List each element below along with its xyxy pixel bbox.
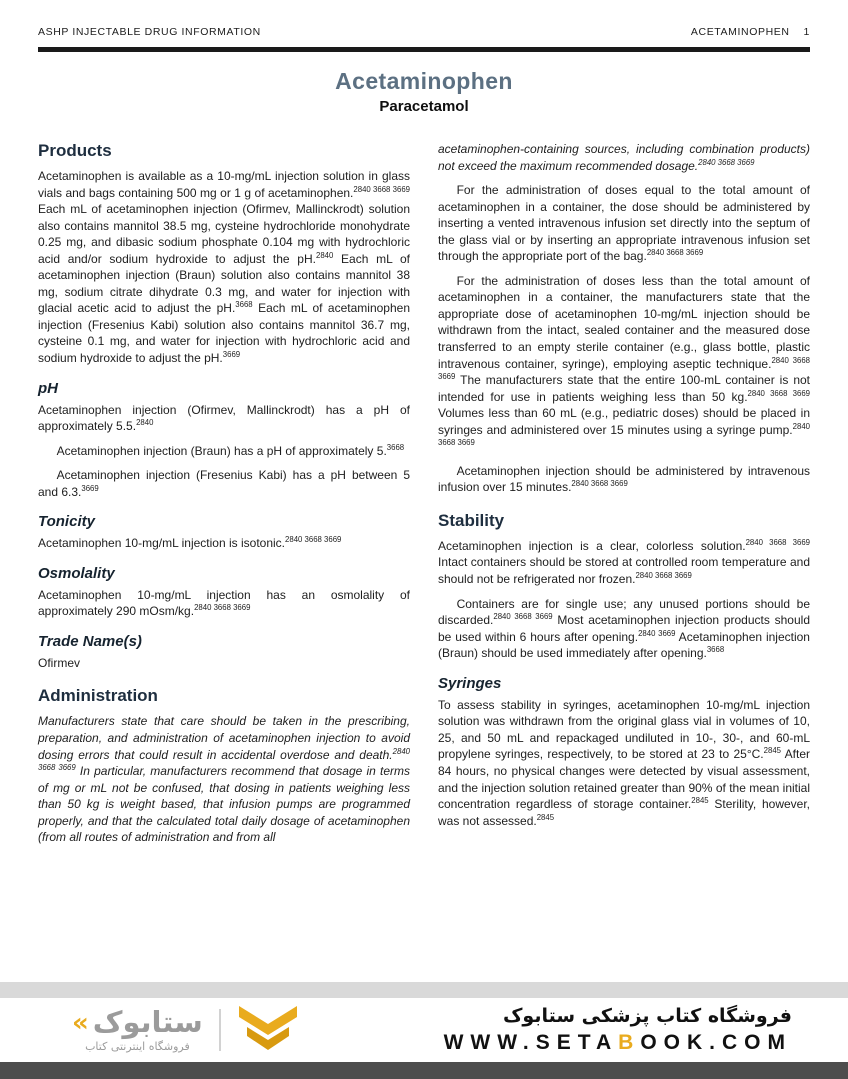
right-column [438, 141, 810, 854]
syringes-paragraph: To assess stability in syringes, acetaminophen 10-mg/mL injection solution was withdrawn from the original glass vial in volumes of 10, 25, and 50 mL and repackaged undiluted in 10-, 30-, and 60-mL propylene syringes, respectively, to be stored at 23 to 25°C.$^{2845}$ After 84 hours, no physical changes were detected by visual assessment, and the injection solution retained greater than 90% of the mean initial concentration regardless of storage container.$^{2845}$ Sterility, however, was not assessed.$^{2845}$ [438, 697, 811, 828]
store-name: فروشگاه کتاب پزشکی ستابوک [502, 1004, 792, 1027]
administration-paragraph: For the administration of doses less than the total amount of acetaminophen in a container, the manufacturers state that the appropriate dose of acetaminophen 10-mg/mL injection should be withdrawn from the intact, sealed container and the measured dose transferred to an empty sterile container (e.g., glass bottle, plastic intravenous container, syringe), employing aseptic technique.$^{2840 3668 3669}$ The manufacturers state that the entire 100-mL container is not intended for use in patients weighing less than 50 kg.$^{2840 3668 3669}$ Volumes less than 60 mL (e.g., pediatric doses) should be placed in syringes and administered over 15 minutes using a syringe pump.$^{2840 3668 3669}$ [438, 273, 811, 448]
ph-paragraph: Acetaminophen injection (Fresenius Kabi) has a pH between 5 and 6.3.$^{3669}$ [38, 468, 410, 499]
osmolality-paragraph: Acetaminophen 10-mg/mL injection has an osmolality of approximately 290 mOsm/kg.$^{2840 3668 3669}$ [38, 587, 410, 619]
administration-paragraph: For the administration of doses equal to the total amount of acetaminophen in a container, the dose should be administered by inserting a vented intravenous infusion set directly into the septum of the glass vial or by inserting an appropriate intravenous infusion set through the appropriate port of the bag.$^{2840 3668 3669}$ [438, 183, 810, 264]
products-heading: Products [38, 141, 112, 160]
syringes-heading: Syringes [438, 674, 502, 692]
running-head-left: ASHP INJECTABLE DRUG INFORMATION [38, 26, 261, 38]
logo-guillemet-icon: « [72, 1007, 89, 1038]
footer-banner [0, 998, 848, 1062]
website-url [444, 1031, 792, 1055]
products-paragraph: Acetaminophen is available as a 10-mg/mL injection solution in glass vials and bags containing 500 mg or 1 g of acetaminophen.$^{2840 3668 3669}$ Each mL of acetaminophen injection (Ofirmev, Mallinckrodt) solution also contains mannitol 38.5 mg, cysteine hydrochloride monohydrate 0.25 mg, and dibasic sodium phosphate 0.104 mg with hydrochloric acid and/or sodium hydroxide to adjust the pH.$^{2840}$ Each mL of acetaminophen injection (Braun) solution also contains mannitol 38 mg, sodium citrate dihydrate 0.3 mg, and water for injection with glacial acetic acid to adjust the pH.$^{3668}$ Each mL of acetaminophen injection (Fresenius Kabi) solution also contains mannitol 36.7 mg, cysteine 0.1 mg, and water for injection with hydrochloric acid and sodium hydroxide to adjust the pH.$^{3669}$ [38, 169, 410, 366]
website-url-part1: WWW.SETA [443, 1031, 619, 1055]
header-rule [38, 47, 810, 52]
tonicity-paragraph: Acetaminophen 10-mg/mL injection is isotonic.$^{2840 3668 3669}$ [38, 535, 342, 551]
logo-book-chevron-icon [237, 1005, 299, 1056]
drug-title: Acetaminophen [335, 68, 513, 94]
footer-bottom-bar [0, 1062, 848, 1079]
administration-continued-paragraph: acetaminophen-containing sources, including combination products) not exceed the maximum recommended dosage.$^{2840 3668 3669}$ [438, 142, 810, 173]
administration-heading: Administration [38, 686, 158, 706]
running-head-title: ACETAMINOPHEN [690, 26, 790, 38]
trade-names-heading: Trade Name(s) [38, 632, 142, 650]
logo-brand: ستابوک [92, 1005, 203, 1040]
footer-gray-band [0, 982, 848, 998]
tonicity-heading: Tonicity [38, 513, 95, 531]
running-head [0, 0, 848, 47]
trade-names-paragraph: Ofirmev [38, 655, 80, 670]
website-url-part2: OOK.COM [640, 1031, 792, 1055]
footer-store-info [444, 1005, 792, 1056]
stability-paragraph: Acetaminophen injection is a clear, colorless solution.$^{2840 3668 3669}$ Intact containers should be stored at controlled room temperature and should not be refrigerated nor frozen.$^{2840 3668 3669}$ [438, 537, 810, 587]
running-head-right [691, 26, 810, 38]
osmolality-heading: Osmolality [38, 564, 115, 582]
logo-tagline: فروشگاه اینترنتی کتاب [85, 1039, 190, 1053]
administration-paragraph: Acetaminophen injection should be administered by intravenous infusion over 15 minutes.$^{2840 3668 3669}$ [438, 463, 810, 495]
drug-subtitle: Paracetamol [379, 98, 469, 115]
stability-paragraph: Containers are for single use; any unused portions should be discarded.$^{2840 3668 3669}$ Most acetaminophen injection products should be used within 6 hours after opening.$^{2840 3669}$ Acetaminophen injection (Braun) should be used immediately after opening.$^{3668}$ [438, 596, 810, 661]
page-number: 1 [803, 26, 810, 38]
stability-heading: Stability [438, 510, 505, 530]
ph-paragraph: Acetaminophen injection (Ofirmev, Mallinckrodt) has a pH of approximately 5.5.$^{2840}$ [38, 402, 410, 434]
left-column [38, 141, 410, 854]
ph-heading: pH [38, 379, 58, 397]
logo-wordmark [72, 1007, 203, 1052]
two-column-body [0, 115, 848, 854]
logo-divider [219, 1009, 221, 1051]
setabook-logo [72, 1005, 299, 1056]
administration-intro-paragraph: Manufacturers state that care should be taken in the prescribing, preparation, and administration of acetaminophen injection to avoid dosing errors that could result in accidental overdose and death.$^{2840 3668 3669}$ In particular, manufacturers recommend that dosage in terms of mg or mL not be confused, that dosing in patients weighing less than 50 kg is weight based, that infusion pumps are programmed properly, and that the calculated total daily dosage of acetaminophen (from all routes of administration and from all [38, 714, 410, 845]
ph-paragraph: Acetaminophen injection (Braun) has a pH of approximately 5.$^{3668}$ [56, 442, 405, 458]
website-url-accent: B [618, 1031, 641, 1055]
